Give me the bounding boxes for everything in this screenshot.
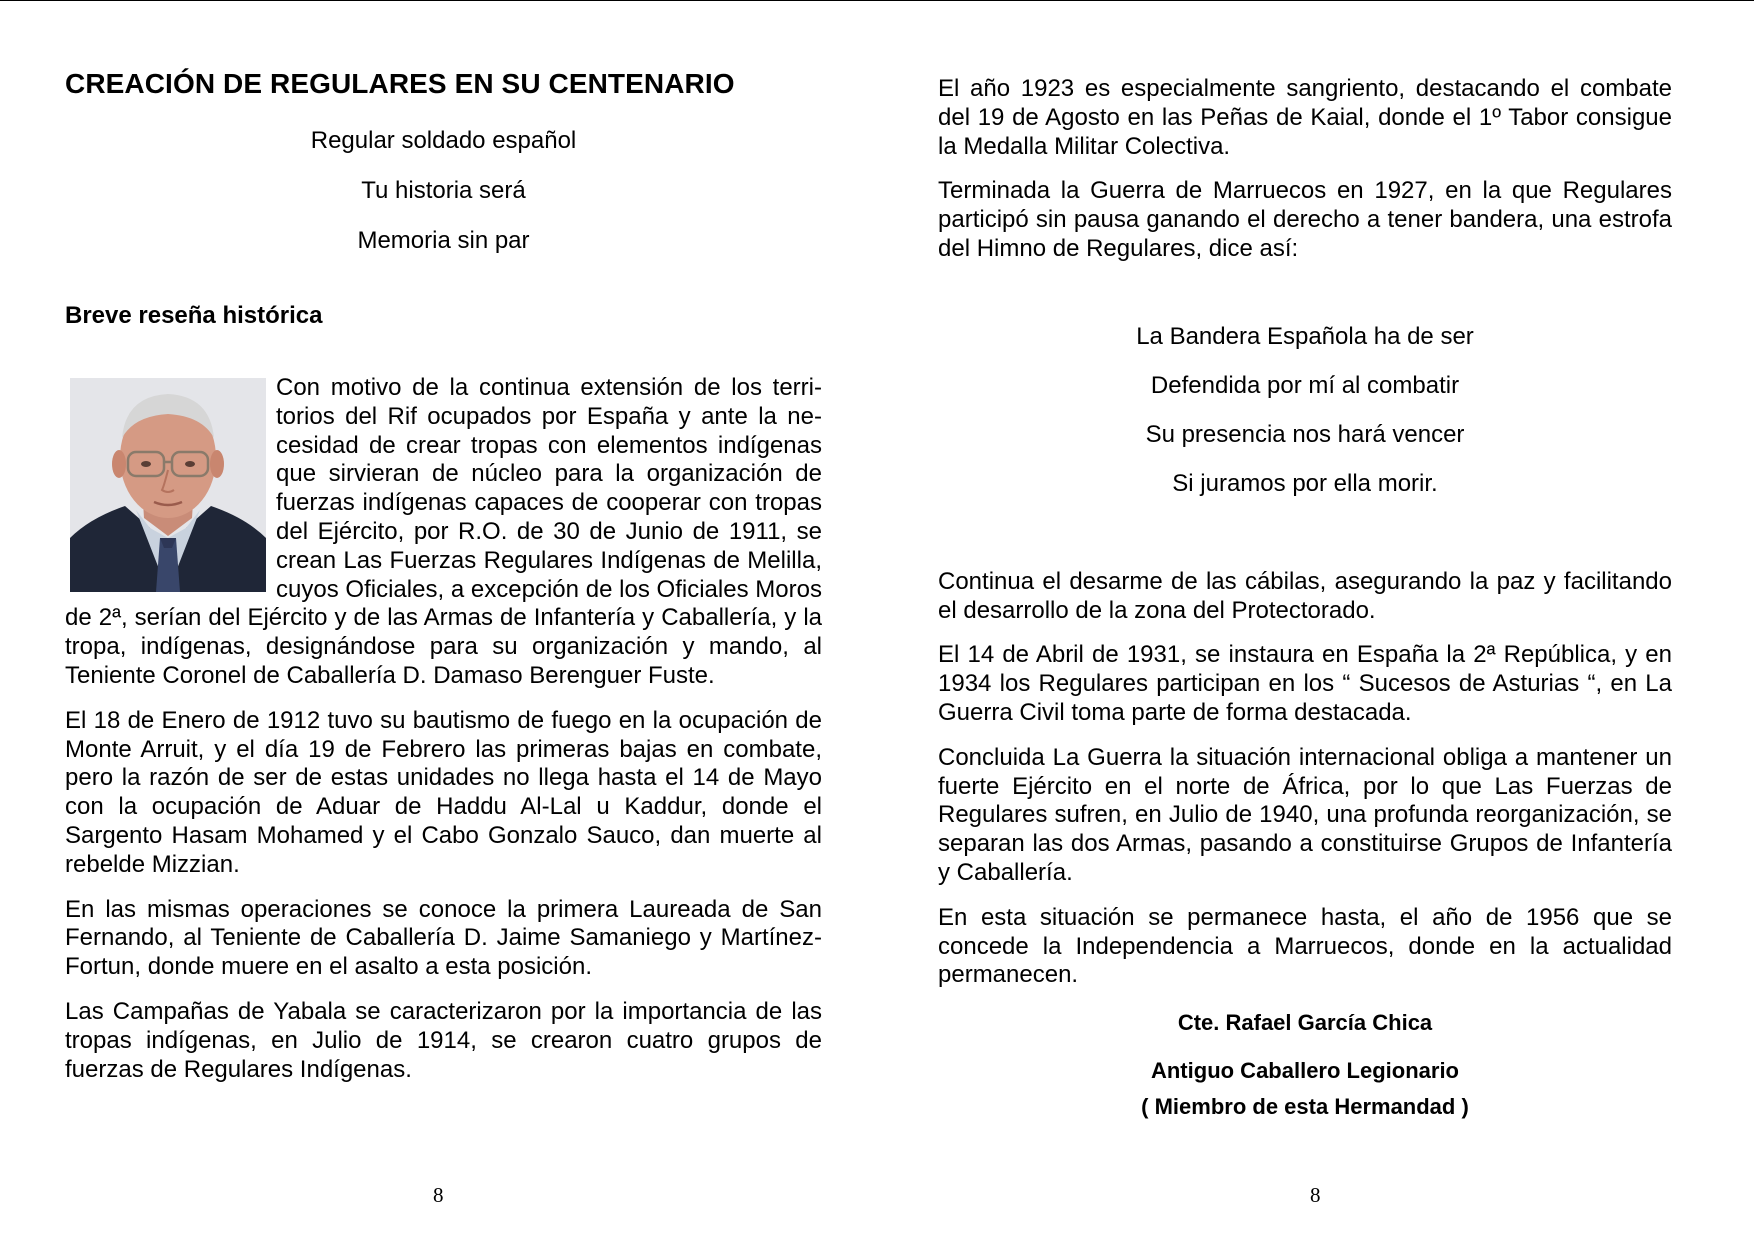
paragraph: Con motivo de la continua extensión de los territorios del Rif ocupados por España y ante la necesidad de crear tropas con elementos indígenas que sirvieran de núcleo para la organización de fuerzas indígenas capaces de cooperar con tropas del Ejército, por R.O. de 30 de Junio de 1911, se crean Las Fuerzas Regulares Indígenas de Melilla, cuyos Oficiales, a excepción de los Oficiales Moros de 2ª, serían del Ejército y de las Armas de Infantería y Caballería, y la tropa, indígenas, designándose para su organización y mando, al Teniente Coronel de Caballería D. Damaso Berenguer Fuste.	[65, 374, 822, 689]
verse-line: Defendida por mí al combatir	[1150, 371, 1460, 399]
paragraph: Concluida La Guerra la situación internacional obliga a mantener un fuerte Ejército en el norte de África, por lo que Las Fuerzas de Regulares sufren, en Julio de 1940, una profunda reorganización, se separan las dos Armas, pasando a constituirse Grupos de Infantería y Caballería.	[938, 743, 1672, 886]
portrait-illustration	[70, 378, 266, 592]
verse-line: La Bandera Española ha de ser	[1136, 322, 1474, 350]
verse-line: Si juramos por ella morir.	[1172, 469, 1438, 497]
paragraph: Las Campañas de Yabala se caracterizaron por la importancia de las tropas indígenas, en Julio de 1914, se crearon cuatro grupos de fuerzas de Regulares Indígenas.	[65, 997, 822, 1083]
verse-line: Regular soldado español	[310, 127, 577, 154]
page-number: 8	[433, 1183, 444, 1207]
paragraph: El 18 de Enero de 1912 tuvo su bautismo de fuego en la ocupación de Monte Arruit, y el día 19 de Febrero las primeras bajas en combate, pero la razón de ser de estas unidades no llega hasta el 14 de Mayo con la ocupación de Aduar de Haddu Al-Lal u Kaddur, donde el Sargento Hasam Mohamed y el Cabo Gonzalo Sauco, dan muerte al rebelde Mizzian.	[65, 706, 822, 878]
paragraph: El año 1923 es especialmente sangriento, destacando el combate del 19 de Agosto en las Peñas de Kaial, donde el 1º Tabor consigue la Medalla Militar Colectiva.	[938, 75, 1672, 160]
paragraph: En las mismas operaciones se conoce la primera Laureada de San Fernando, al Teniente de Caballería D. Jaime Samaniego y Martínez-Fortun, donde muere en el asalto a esta posición.	[65, 895, 822, 981]
right-page	[938, 1, 1672, 1207]
verse-line: Su presencia nos hará vencer	[1145, 420, 1465, 448]
author-membership: ( Miembro de esta Hermandad )	[1141, 1094, 1469, 1120]
author-name: Cte. Rafael García Chica	[1177, 1010, 1433, 1036]
opening-verse	[65, 127, 822, 255]
paragraph: Continua el desarme de las cábilas, asegurando la paz y facilitando el desarrollo de la zona del Protectorado.	[938, 567, 1672, 624]
verse-line: Tu historia será	[361, 177, 526, 204]
lead-block	[65, 374, 822, 691]
paragraph: El 14 de Abril de 1931, se instaura en España la 2ª República, y en 1934 los Regulares participan en los “ Sucesos de Asturias “, en La Guerra Civil toma parte de forma destacada.	[938, 641, 1672, 726]
page-title: CREACIÓN DE REGULARES EN SU CENTENARIO	[65, 68, 735, 99]
paragraph: En esta situación se permanece hasta, el año de 1956 que se concede la Independencia a Marruecos, donde en la actualidad permanecen.	[938, 903, 1672, 989]
verse-line: Memoria sin par	[357, 227, 530, 254]
author-role: Antiguo Caballero Legionario	[1150, 1058, 1459, 1084]
paragraph: Terminada la Guerra de Marruecos en 1927, en la que Regulares participó sin pausa ganando el derecho a tener bandera, una estrofa del Himno de Regulares, dice así:	[938, 177, 1672, 262]
page-number: 8	[1310, 1183, 1321, 1207]
left-page	[65, 1, 822, 1207]
signature-block	[938, 1010, 1672, 1120]
author-portrait	[70, 378, 266, 592]
anthem-verse	[938, 323, 1672, 498]
section-title: Breve reseña histórica	[65, 302, 323, 329]
